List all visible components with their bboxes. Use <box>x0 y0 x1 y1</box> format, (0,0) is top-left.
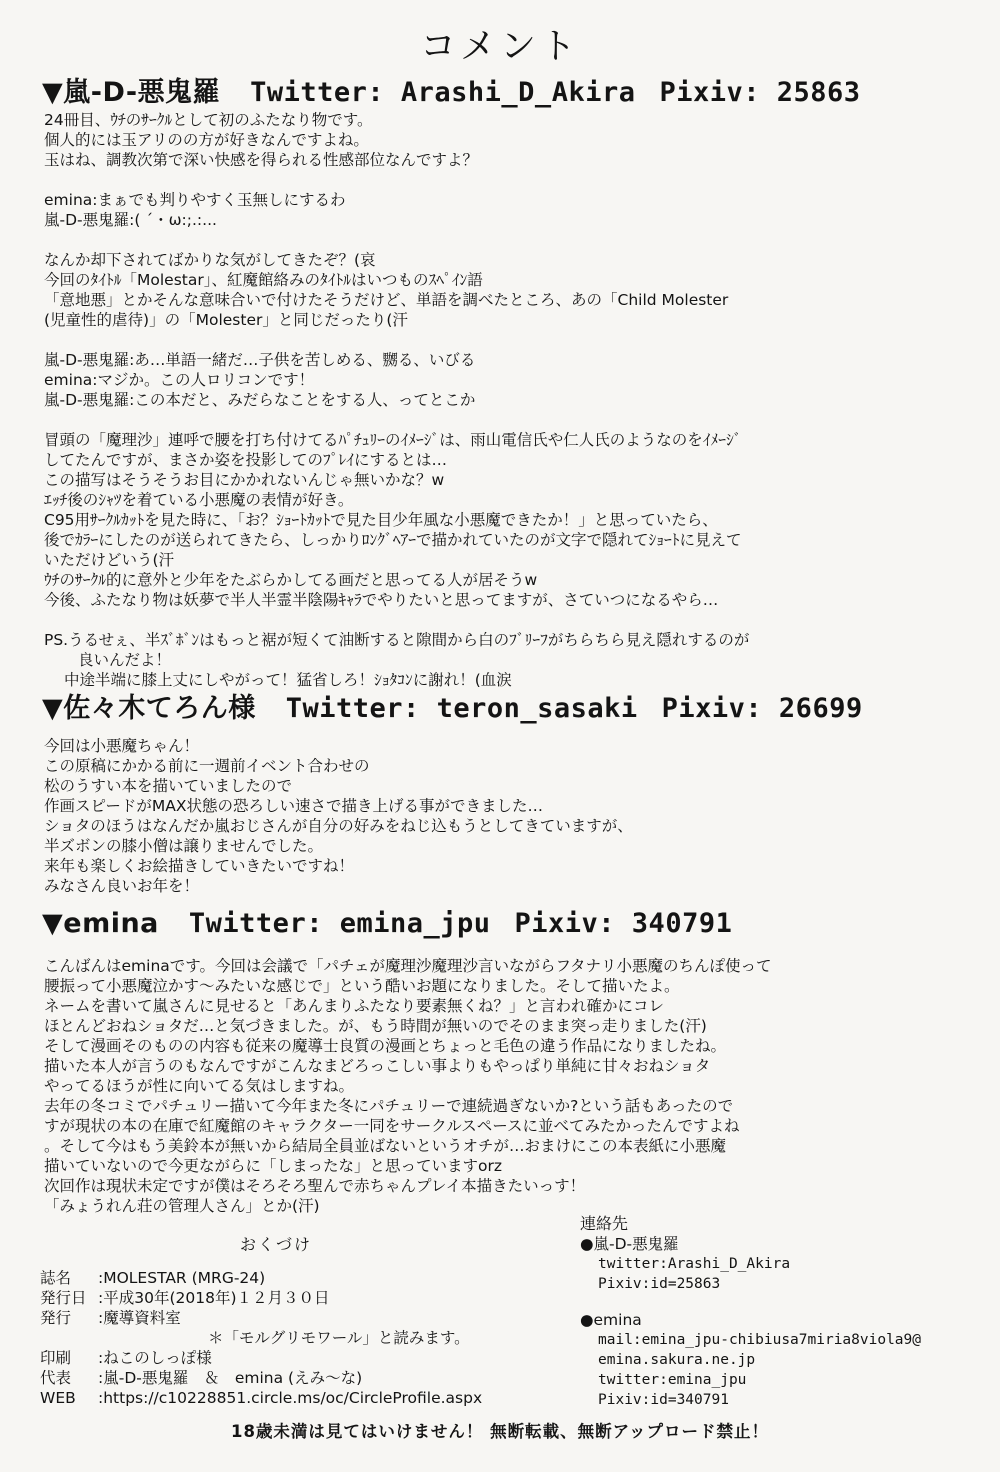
colophon-label: 発行 <box>40 1309 72 1327</box>
comment-line <box>44 330 964 350</box>
contact-emina-twitter: twitter:emina_jpu <box>598 1372 747 1388</box>
comment-line: 来年も楽しくお絵描きしていきたいですね！ <box>44 857 355 875</box>
section-heading-emina <box>42 908 732 939</box>
colophon-value: :MOLESTAR (MRG-24) <box>98 1269 266 1287</box>
contact-emina-name: ●emina <box>580 1311 642 1329</box>
comment-line: 去年の冬コミでパチュリー描いて今年また冬にパチュリーで連続過ぎないか?という話もあったので <box>44 1097 734 1115</box>
colophon-value: :https://c10228851.circle.ms/oc/CircleProfile.aspx <box>98 1389 483 1407</box>
comment-body-arashi <box>44 110 964 690</box>
comment-line: 冒頭の「魔理沙」連呼で腰を打ち付けてるﾊﾟﾁｭﾘｰのｲﾒｰｼﾞは、雨山電信氏や仁人氏のようなのをｲﾒｰｼﾞ <box>44 431 742 449</box>
comment-line: いただけどいう(汗 <box>44 551 175 569</box>
colophon-value: :ねこのしっぽ様 <box>98 1349 212 1367</box>
comment-line: 腰振って小悪魔泣かす～みたいな感じで」という酷いお題になりました。そして描いたよ。 <box>44 977 680 995</box>
comment-line: 。そして今はもう美鈴本が無いから結局全員並ばないというオチが…おまけにこの本表紙に小悪魔 <box>44 1137 727 1155</box>
comment-line: なんか却下されてばかりな気がしてきたぞ？(哀 <box>44 251 376 269</box>
pixiv-id: Pixiv: 340791 <box>514 908 733 939</box>
comment-line: やってるほうが性に向いてる気はしますね。 <box>44 1077 355 1095</box>
colophon-row <box>40 1388 580 1408</box>
page-title: コメント <box>419 26 580 67</box>
contact-block <box>580 1214 980 1410</box>
colophon-label <box>40 1328 98 1348</box>
colophon-row <box>40 1328 580 1348</box>
comment-line: emina:まぁでも判りやすく玉無しにするわ <box>44 191 346 209</box>
comment-line: 個人的には玉アリのの方が好きなんですよね。 <box>44 131 369 149</box>
comment-line: ショタのほうはなんだか嵐おじさんが自分の好みをねじ込もうとしてきていますが、 <box>44 817 633 835</box>
twitter-handle: Twitter: emina_jpu <box>188 908 491 939</box>
colophon-value: :嵐-D-悪鬼羅 ＆ emina (えみ～な) <box>98 1369 363 1387</box>
contact-arashi-pixiv: Pixiv:id=25863 <box>598 1276 721 1292</box>
colophon-label: 代表 <box>40 1369 72 1387</box>
contact-heading: 連絡先 <box>580 1214 629 1233</box>
comment-line: この原稿にかかる前に一週前イベント合わせの <box>44 757 370 775</box>
contact-arashi-name: ●嵐-D-悪鬼羅 <box>580 1235 679 1253</box>
comment-line: PS.うるせぇ、半ｽﾞﾎﾞﾝはもっと裾が短くて油断すると隙間から白のﾌﾞﾘｰﾌがちらちら見え隠れするのが <box>44 631 750 649</box>
comment-line <box>44 410 964 430</box>
section-heading-sasaki <box>42 686 863 725</box>
colophon-row <box>40 1288 580 1308</box>
comment-line: 作画スピードがMAX状態の恐ろしい速さで描き上げる事ができました… <box>44 797 543 815</box>
colophon-value: :平成30年(2018年)１２月３０日 <box>98 1289 330 1307</box>
comment-line: (児童性的虐待)」の「Molester」と同じだったり(汗 <box>44 311 408 329</box>
comment-line: してたんですが、まさか姿を投影してのﾌﾟﾚｲにするとは… <box>44 451 448 469</box>
colophon-row <box>40 1348 580 1368</box>
colophon-label: 印刷 <box>40 1349 72 1367</box>
colophon-row <box>40 1268 580 1288</box>
comment-body-sasaki <box>44 736 964 896</box>
colophon-label: WEB <box>40 1389 76 1407</box>
comment-line <box>44 610 964 630</box>
comment-line: そして漫画そのものの内容も従来の魔導士良質の漫画とちょっと毛色の違う作品になりましたね。 <box>44 1037 727 1055</box>
colophon-title: おくづけ <box>240 1235 313 1254</box>
comment-line: この描写はそうそうお目にかかれないんじゃ無いかな？w <box>44 471 445 489</box>
colophon-row <box>40 1308 580 1328</box>
comment-line: emina:マジか。この人ロリコンです！ <box>44 371 315 389</box>
comment-line: 玉はね、調教次第で深い快感を得られる性感部位なんですよ？ <box>44 151 479 169</box>
comment-line: 良いんだよ！ <box>78 651 172 669</box>
comment-line: 24冊目、ｳﾁのｻｰｸﾙとして初のふたなり物です。 <box>44 111 373 129</box>
twitter-handle: Twitter: Arashi_D_Akira <box>250 77 636 108</box>
comment-line <box>44 230 964 250</box>
comment-line: こんばんはeminaです。今回は会議で「パチェが魔理沙魔理沙言いながらフタナリ小悪魔のちんぽ使って <box>44 957 772 975</box>
contact-emina-pixiv: Pixiv:id=340791 <box>598 1392 729 1408</box>
comment-line <box>44 170 964 190</box>
comment-line: 嵐-D-悪鬼羅:この本だと、みだらなことをする人、ってとこか <box>44 391 476 409</box>
twitter-handle: Twitter: teron_sasaki <box>285 693 638 724</box>
colophon-value: :魔導資料室 <box>98 1309 181 1327</box>
author-name: ▼佐々木てろん様 <box>42 693 256 724</box>
comment-line: ｳﾁのｻｰｸﾙ的に意外と少年をたぶらかしてる画だと思ってる人が居そうw <box>44 571 538 589</box>
comment-line: ネームを書いて嵐さんに見せると「あんまりふたなり要素無くね？」と言われ確かにコレ <box>44 997 665 1015</box>
contact-emina-mail: mail:emina_jpu-chibiusa7miria8viola9@ <box>598 1332 922 1348</box>
comment-line: 中途半端に膝上丈にしやがって！猛省しろ！ｼｮﾀｺﾝに謝れ！(血涙 <box>64 671 512 689</box>
comment-line: C95用ｻｰｸﾙｶｯﾄを見た時に、「お？ｼｮｰﾄｶｯﾄで見た目少年風な小悪魔できたか！」と思っていたら、 <box>44 511 718 529</box>
contact-arashi-twitter: twitter:Arashi_D_Akira <box>598 1256 791 1272</box>
colophon-row <box>40 1368 580 1388</box>
comment-line: 今回のﾀｲﾄﾙ「Molestar」、紅魔館絡みのﾀｲﾄﾙはいつものｽﾍﾟｲﾝ語 <box>44 271 483 289</box>
comment-line: 今後、ふたなり物は妖夢で半人半霊半陰陽ｷｬﾗでやりたいと思ってますが、さていつになるやら… <box>44 591 719 609</box>
colophon-label: 発行日 <box>40 1289 87 1307</box>
comment-line: 描いていないので今更ながらに「しまったな」と思っていますorz <box>44 1157 502 1175</box>
colophon-label: 誌名 <box>40 1269 72 1287</box>
colophon-value: ＊「モルグリモワール」と読みます。 <box>208 1329 470 1347</box>
section-heading-arashi <box>42 70 861 109</box>
author-name: ▼emina <box>42 908 159 939</box>
comment-line: 嵐-D-悪鬼羅:あ…単語一緒だ…子供を苦しめる、嬲る、いびる <box>44 351 476 369</box>
comment-line: ｴｯﾁ後のｼｬﾂを着ている小悪魔の表情が好き。 <box>44 491 354 509</box>
comment-line: みなさん良いお年を！ <box>44 877 200 895</box>
comment-line: 後でｶﾗｰにしたのが送られてきたら、しっかりﾛﾝｸﾞﾍｱｰで描かれていたのが文字で隠れてｼｮｰﾄに見えて <box>44 531 742 549</box>
comment-line: すが現状の本の在庫で紅魔館のキャラクター一同をサークルスペースに並べてみたかったんですよね <box>44 1117 740 1135</box>
pixiv-id: Pixiv: 26699 <box>661 693 863 724</box>
comment-line: 描いた本人が言うのもなんですがこんなまどろっこしい事よりもやっぱり単純に甘々おねショタ <box>44 1057 711 1075</box>
comment-line: 今回は小悪魔ちゃん！ <box>44 737 200 755</box>
pixiv-id: Pixiv: 25863 <box>659 77 861 108</box>
age-warning-footer: 18歳未満は見てはいけません！ 無断転載、無断アップロード禁止！ <box>230 1422 770 1441</box>
comment-line: 「意地悪」とかそんな意味合いで付けたそうだけど、単語を調べたところ、あの「Child Molester <box>44 291 729 309</box>
comment-body-emina <box>44 956 964 1216</box>
comment-line: ほとんどおねショタだ…と気づきました。が、もう時間が無いのでそのまま突っ走りました(汗) <box>44 1017 707 1035</box>
comment-line: 「みょうれん荘の管理人さん」とか(汗) <box>44 1197 320 1215</box>
colophon <box>40 1268 580 1408</box>
author-name: ▼嵐-D-悪鬼羅 <box>42 77 221 108</box>
contact-emina-mail-domain: emina.sakura.ne.jp <box>598 1352 756 1368</box>
comment-line: 次回作は現状未定ですが僕はそろそろ聖んで赤ちゃんプレイ本描きたいっす！ <box>44 1177 586 1195</box>
comment-line: 松のうすい本を描いていましたので <box>44 777 293 795</box>
comment-line: 嵐-D-悪鬼羅:( ´・ω:;.:... <box>44 211 217 229</box>
comment-line: 半ズボンの膝小僧は譲りませんでした。 <box>44 837 324 855</box>
